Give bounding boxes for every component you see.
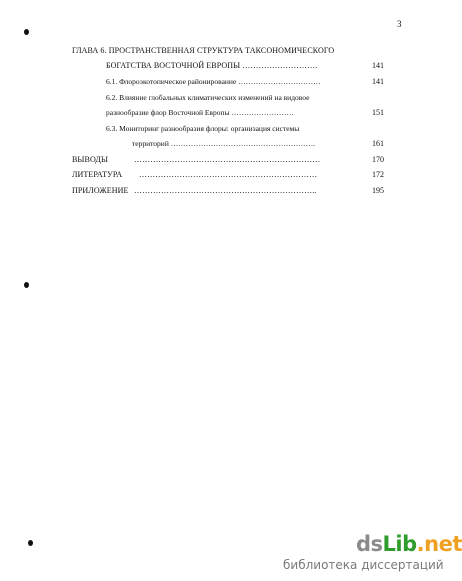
logo-lib: Lib (382, 532, 417, 556)
toc-section-6-3-line2: территорий …………………………………………………. (132, 139, 316, 148)
toc-literature-page: 172 (372, 170, 384, 179)
toc-section-6-1: 6.1. Флороэкотопическое районирование …………………………… (106, 77, 321, 86)
toc-appendix-dots: ………………………………………………………….. (134, 186, 317, 195)
toc-section-6-2-page: 151 (372, 108, 384, 117)
toc-section-6-2-line2: разнообразие флор Восточной Европы ……………………. (106, 108, 294, 117)
dslib-subtitle: библиотека диссертаций (283, 558, 444, 572)
logo-net: .net (416, 532, 462, 556)
toc-chapter6-title-line1: ГЛАВА 6. ПРОСТРАНСТВЕННАЯ СТРУКТУРА ТАКСОНОМИЧЕСКОГО (72, 46, 335, 55)
toc-literature-dots: ………………………………………………………… (139, 170, 318, 179)
scan-mark-bottom (28, 540, 33, 546)
page-number: 3 (397, 19, 402, 29)
logo-ds: ds (356, 532, 383, 556)
toc-appendix-page: 195 (372, 186, 384, 195)
toc-conclusions-page: 170 (372, 155, 384, 164)
toc-section-6-3-line1: 6.3. Мониторинг разнообразия флоры: организация системы (106, 124, 300, 133)
toc-appendix-label: ПРИЛОЖЕНИЕ (72, 186, 129, 195)
toc-section-6-3-page: 161 (372, 139, 384, 148)
dslib-logo (356, 532, 462, 556)
toc-chapter6-page: 141 (372, 61, 384, 70)
toc-chapter6-title-line2: БОГАТСТВА ВОСТОЧНОЙ ЕВРОПЫ ………………………. (106, 61, 318, 70)
toc-conclusions-label: ВЫВОДЫ (72, 155, 109, 164)
scan-mark-middle (24, 282, 29, 288)
toc-section-6-2-line1: 6.2. Влияние глобальных климатических изменений на видовое (106, 93, 310, 102)
scan-mark-top (24, 29, 29, 35)
toc-conclusions-dots: …………………………………………………………… (134, 155, 321, 164)
toc-literature-label: ЛИТЕРАТУРА (72, 170, 123, 179)
toc-section-6-1-page: 141 (372, 77, 384, 86)
